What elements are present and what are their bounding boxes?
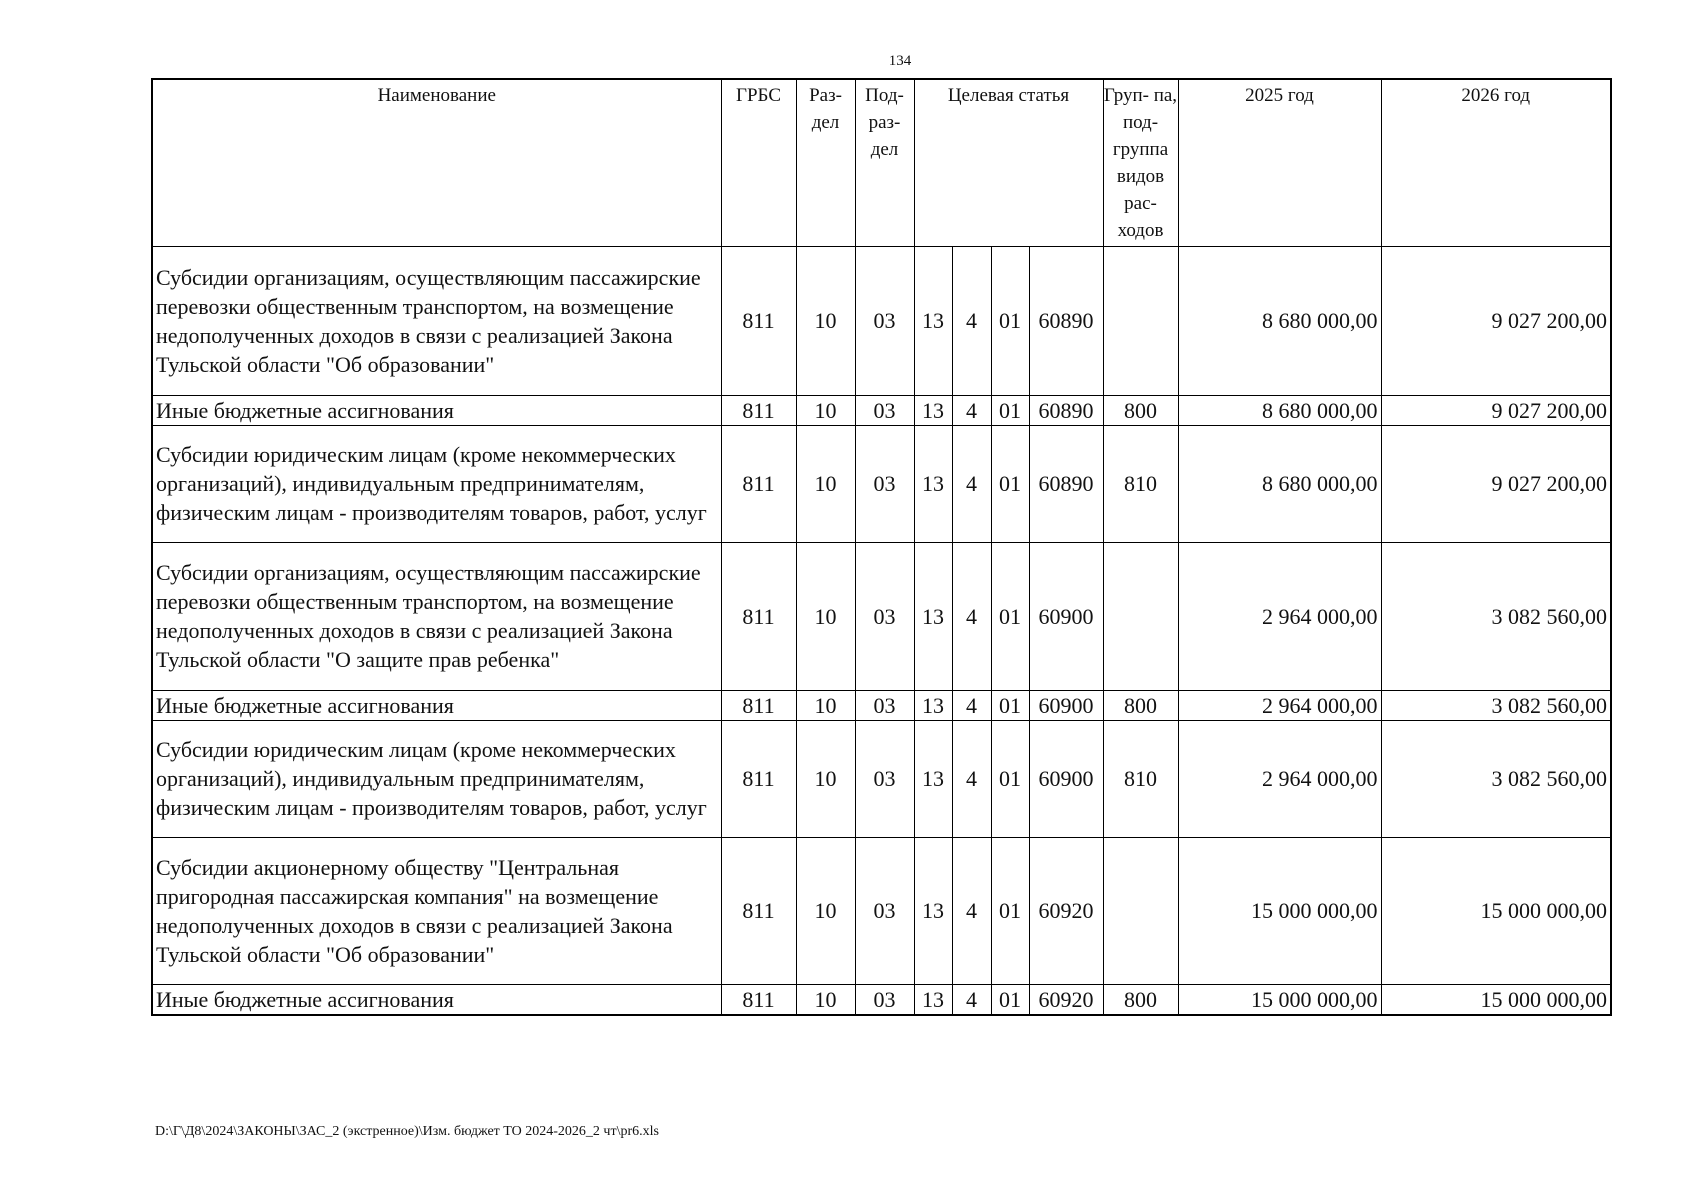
header-podrazdel: Под- раз- дел <box>855 79 914 246</box>
cell-grbs: 811 <box>721 837 796 984</box>
cell-expense-group: 800 <box>1103 690 1178 720</box>
cell-amount-2025: 2 964 000,00 <box>1178 690 1381 720</box>
cell-podrazdel: 03 <box>855 690 914 720</box>
cell-target-4: 60920 <box>1029 837 1103 984</box>
cell-amount-2026: 9 027 200,00 <box>1381 425 1611 542</box>
cell-target-2: 4 <box>952 542 991 690</box>
cell-grbs: 811 <box>721 542 796 690</box>
cell-razdel: 10 <box>796 246 855 395</box>
cell-expense-group <box>1103 837 1178 984</box>
cell-target-3: 01 <box>991 246 1029 395</box>
cell-target-3: 01 <box>991 720 1029 837</box>
header-2025: 2025 год <box>1178 79 1381 246</box>
row-name: Субсидии организациям, осуществляющим пассажирские перевозки общественным транспортом, на возмещение недополученных доходов в связи с реализацией Закона Тульской области "О защите прав ребенка" <box>152 542 721 690</box>
cell-target-1: 13 <box>914 246 952 395</box>
page-number: 134 <box>888 53 912 69</box>
cell-razdel: 10 <box>796 395 855 425</box>
table-row <box>152 542 1611 690</box>
row-name: Иные бюджетные ассигнования <box>152 395 721 425</box>
cell-podrazdel: 03 <box>855 542 914 690</box>
cell-target-4: 60900 <box>1029 720 1103 837</box>
cell-amount-2025: 8 680 000,00 <box>1178 395 1381 425</box>
cell-amount-2026: 3 082 560,00 <box>1381 720 1611 837</box>
budget-table <box>151 78 1612 1016</box>
cell-amount-2026: 3 082 560,00 <box>1381 690 1611 720</box>
cell-expense-group <box>1103 246 1178 395</box>
cell-razdel: 10 <box>796 720 855 837</box>
cell-amount-2025: 15 000 000,00 <box>1178 984 1381 1015</box>
header-2026: 2026 год <box>1381 79 1611 246</box>
cell-target-1: 13 <box>914 837 952 984</box>
cell-podrazdel: 03 <box>855 720 914 837</box>
cell-target-2: 4 <box>952 246 991 395</box>
header-grbs: ГРБС <box>721 79 796 246</box>
table-row <box>152 984 1611 1015</box>
cell-target-2: 4 <box>952 425 991 542</box>
cell-target-4: 60900 <box>1029 690 1103 720</box>
cell-amount-2026: 9 027 200,00 <box>1381 246 1611 395</box>
file-path-footer: D:\Г\Д8\2024\ЗАКОНЫ\ЗАС_2 (экстренное)\Изм. бюджет ТО 2024-2026_2 чт\pr6.xls <box>155 1124 659 1139</box>
cell-amount-2025: 8 680 000,00 <box>1178 425 1381 542</box>
cell-amount-2025: 2 964 000,00 <box>1178 542 1381 690</box>
cell-target-3: 01 <box>991 542 1029 690</box>
cell-podrazdel: 03 <box>855 425 914 542</box>
cell-grbs: 811 <box>721 395 796 425</box>
cell-amount-2026: 15 000 000,00 <box>1381 984 1611 1015</box>
table-row <box>152 837 1611 984</box>
cell-target-3: 01 <box>991 837 1029 984</box>
table-row <box>152 395 1611 425</box>
cell-amount-2025: 15 000 000,00 <box>1178 837 1381 984</box>
table-row <box>152 720 1611 837</box>
header-target: Целевая статья <box>914 79 1103 246</box>
cell-target-1: 13 <box>914 395 952 425</box>
cell-target-3: 01 <box>991 984 1029 1015</box>
table-row <box>152 690 1611 720</box>
table-row <box>152 246 1611 395</box>
header-row <box>152 79 1611 246</box>
header-name: Наименование <box>152 79 721 246</box>
header-group: Груп- па, под- группа видов рас- ходов <box>1103 79 1178 246</box>
cell-expense-group: 810 <box>1103 425 1178 542</box>
cell-razdel: 10 <box>796 984 855 1015</box>
cell-grbs: 811 <box>721 984 796 1015</box>
cell-target-4: 60890 <box>1029 246 1103 395</box>
cell-podrazdel: 03 <box>855 837 914 984</box>
cell-target-1: 13 <box>914 425 952 542</box>
row-name: Иные бюджетные ассигнования <box>152 690 721 720</box>
cell-grbs: 811 <box>721 425 796 542</box>
cell-target-2: 4 <box>952 984 991 1015</box>
header-razdel: Раз- дел <box>796 79 855 246</box>
cell-target-4: 60890 <box>1029 425 1103 542</box>
cell-expense-group: 800 <box>1103 984 1178 1015</box>
cell-target-4: 60920 <box>1029 984 1103 1015</box>
cell-grbs: 811 <box>721 246 796 395</box>
cell-target-2: 4 <box>952 690 991 720</box>
cell-amount-2025: 2 964 000,00 <box>1178 720 1381 837</box>
cell-target-3: 01 <box>991 395 1029 425</box>
cell-grbs: 811 <box>721 690 796 720</box>
row-name: Субсидии акционерному обществу "Центральная пригородная пассажирская компания" на возмещение недополученных доходов в связи с реализацией Закона Тульской области "Об образовании" <box>152 837 721 984</box>
cell-target-3: 01 <box>991 690 1029 720</box>
cell-razdel: 10 <box>796 425 855 542</box>
table-row <box>152 425 1611 542</box>
cell-razdel: 10 <box>796 837 855 984</box>
cell-expense-group: 800 <box>1103 395 1178 425</box>
cell-target-4: 60900 <box>1029 542 1103 690</box>
row-name: Субсидии организациям, осуществляющим пассажирские перевозки общественным транспортом, на возмещение недополученных доходов в связи с реализацией Закона Тульской области "Об образовании" <box>152 246 721 395</box>
cell-expense-group <box>1103 542 1178 690</box>
cell-amount-2025: 8 680 000,00 <box>1178 246 1381 395</box>
row-name: Субсидии юридическим лицам (кроме некоммерческих организаций), индивидуальным предпринимателям, физическим лицам - производителям товаров, работ, услуг <box>152 720 721 837</box>
cell-amount-2026: 3 082 560,00 <box>1381 542 1611 690</box>
cell-podrazdel: 03 <box>855 246 914 395</box>
cell-expense-group: 810 <box>1103 720 1178 837</box>
cell-amount-2026: 9 027 200,00 <box>1381 395 1611 425</box>
cell-target-4: 60890 <box>1029 395 1103 425</box>
row-name: Иные бюджетные ассигнования <box>152 984 721 1015</box>
cell-target-2: 4 <box>952 837 991 984</box>
cell-target-2: 4 <box>952 395 991 425</box>
cell-target-1: 13 <box>914 542 952 690</box>
cell-target-2: 4 <box>952 720 991 837</box>
cell-amount-2026: 15 000 000,00 <box>1381 837 1611 984</box>
row-name: Субсидии юридическим лицам (кроме некоммерческих организаций), индивидуальным предпринимателям, физическим лицам - производителям товаров, работ, услуг <box>152 425 721 542</box>
cell-podrazdel: 03 <box>855 395 914 425</box>
cell-podrazdel: 03 <box>855 984 914 1015</box>
cell-razdel: 10 <box>796 542 855 690</box>
cell-target-1: 13 <box>914 984 952 1015</box>
cell-target-1: 13 <box>914 720 952 837</box>
cell-grbs: 811 <box>721 720 796 837</box>
cell-razdel: 10 <box>796 690 855 720</box>
cell-target-1: 13 <box>914 690 952 720</box>
cell-target-3: 01 <box>991 425 1029 542</box>
